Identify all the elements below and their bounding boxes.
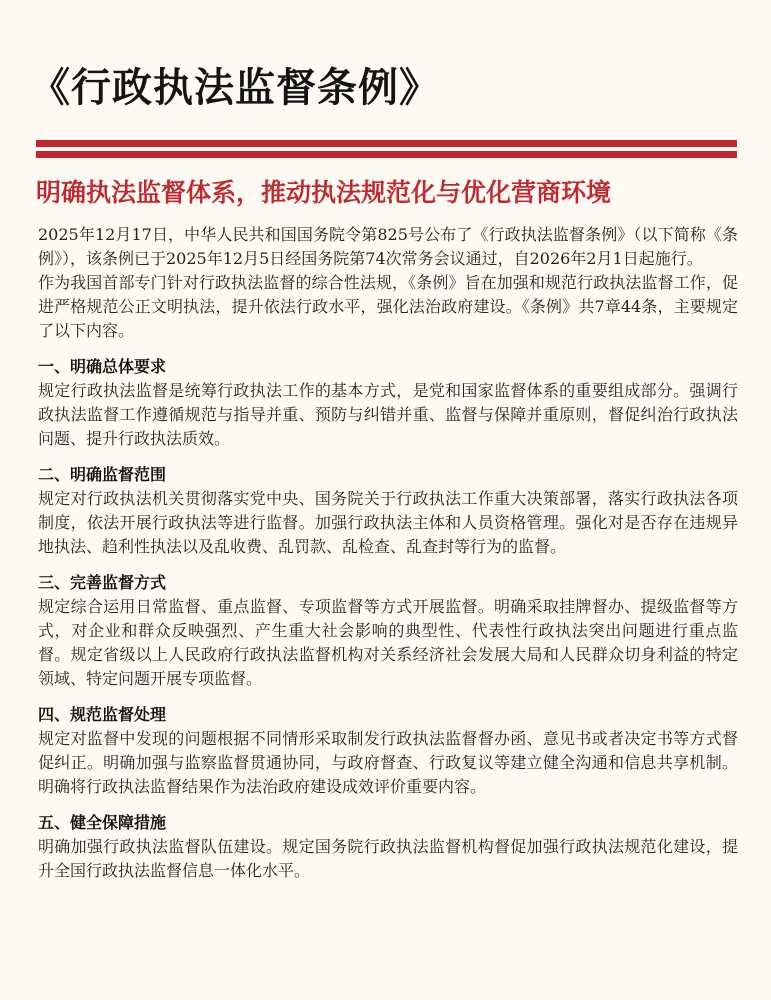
section-body-4: 规定对监督中发现的问题根据不同情形采取制发行政执法监督督办函、意见书或者决定书等方式督促纠正。明确加强与监察监督贯通协同，与政府督查、行政复议等建立健全沟通和信息共享机制。明确将行政执法监督结果作为法治政府建设成效评价重要内容。 [38, 729, 738, 796]
section-heading-2: 二、明确监督范围 [38, 465, 167, 484]
section-heading-1: 一、明确总体要求 [38, 357, 167, 376]
page-title: 《行政执法监督条例》 [30, 64, 440, 111]
section-body-2: 规定对行政执法机关贯彻落实党中央、国务院关于行政执法工作重大决策部署，落实行政执法各项制度，依法开展行政执法等进行监督。加强行政执法主体和人员资格管理。强化对是否存在违规异地执法、趋利性执法以及乱收费、乱罚款、乱检查、乱查封等行为的监督。 [38, 489, 738, 556]
section-heading-3: 三、完善监督方式 [38, 573, 167, 592]
article-body [38, 223, 738, 883]
divider-top [36, 140, 737, 147]
divider-bottom [36, 151, 737, 158]
intro-paragraph-2: 作为我国首部专门针对行政执法监督的综合性法规，《条例》旨在加强和规范行政执法监督工作，促进严格规范公正文明执法，提升依法行政水平，强化法治政府建设。《条例》共7章44条，主要规定了以下内容。 [38, 273, 738, 340]
section-body-3: 规定综合运用日常监督、重点监督、专项监督等方式开展监督。明确采取挂牌督办、提级监督等方式，对企业和群众反映强烈、产生重大社会影响的典型性、代表性行政执法突出问题进行重点监督。规定省级以上人民政府行政执法监督机构对关系经济社会发展大局和人民群众切身利益的特定领域、特定问题开展专项监督。 [38, 597, 738, 688]
section-body-1: 规定行政执法监督是统筹行政执法工作的基本方式，是党和国家监督体系的重要组成部分。强调行政执法监督工作遵循规范与指导并重、预防与纠错并重、监督与保障并重原则，督促纠治行政执法问题、提升行政执法质效。 [38, 381, 738, 448]
section-heading-5: 五、健全保障措施 [38, 813, 167, 832]
section-heading-4: 四、规范监督处理 [38, 705, 167, 724]
page-subtitle: 明确执法监督体系，推动执法规范化与优化营商环境 [36, 178, 612, 207]
intro-paragraph-1: 2025年12月17日，中华人民共和国国务院令第825号公布了《行政执法监督条例》（以下简称《条例》），该条例已于2025年12月5日经国务院第74次常务会议通过，自2026年2月1日起施行。 [38, 225, 738, 268]
section-body-5: 明确加强行政执法监督队伍建设。规定国务院行政执法监督机构督促加强行政执法规范化建设，提升全国行政执法监督信息一体化水平。 [38, 837, 738, 880]
